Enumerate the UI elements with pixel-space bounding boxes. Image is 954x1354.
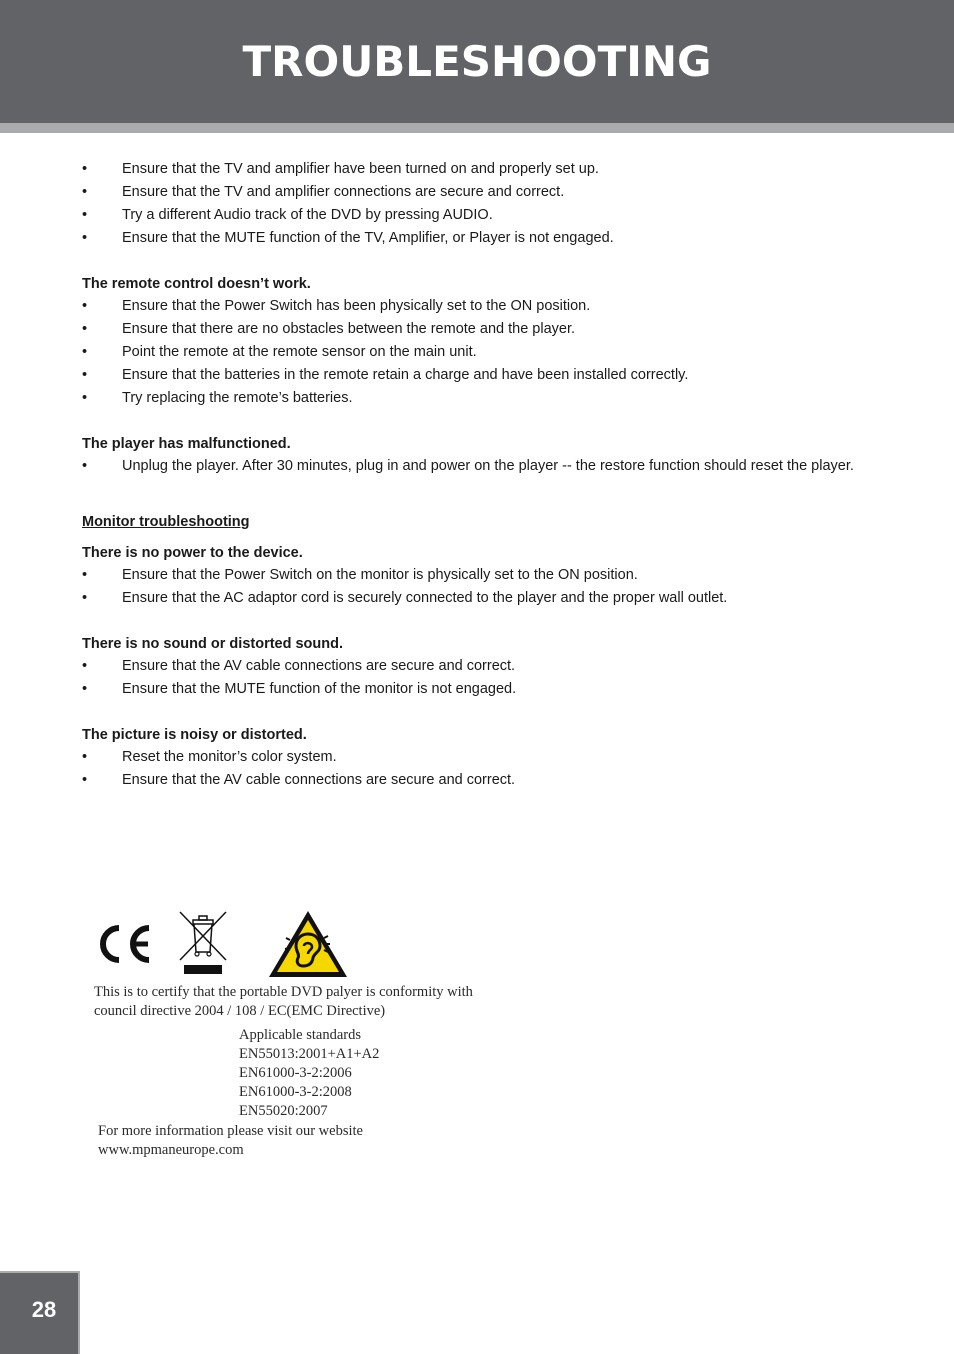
list-item: • Try replacing the remote’s batteries. — [82, 387, 882, 410]
bullet-glyph: • — [82, 390, 88, 406]
bullet-glyph: • — [82, 458, 88, 474]
section-picture — [82, 724, 882, 792]
section-heading: There is no power to the device. — [82, 545, 303, 561]
section-heading: The player has malfunctioned. — [82, 436, 291, 452]
monitor-heading: Monitor troubleshooting — [82, 514, 250, 530]
hearing-warning-icon — [266, 908, 350, 980]
section-heading: There is no sound or distorted sound. — [82, 636, 344, 652]
website-link: www.mpmaneurope.com — [98, 1142, 244, 1158]
list-item: • Ensure that the AV cable connections are secure and correct. — [82, 655, 882, 678]
section-remote — [82, 273, 882, 410]
more-info: For more information please visit our website www.mpmaneurope.com — [98, 1123, 363, 1158]
section-no-sound — [82, 633, 882, 701]
bullet-glyph: • — [82, 590, 88, 606]
standard-item: EN55020:2007 — [239, 1103, 328, 1119]
bullet-list — [82, 746, 882, 792]
list-item: • Unplug the player. After 30 minutes, plug in and power on the player -- the restore function should reset the player. — [82, 455, 882, 478]
crossed-bin-icon — [178, 910, 228, 976]
page-number: 28 — [31, 1297, 57, 1322]
bullet-list — [82, 295, 882, 410]
troubleshooting-content — [82, 158, 882, 792]
list-item: • Ensure that the Power Switch on the monitor is physically set to the ON position. — [82, 564, 882, 587]
bullet-glyph: • — [82, 681, 88, 697]
certification-logos — [94, 908, 594, 980]
list-item: • Ensure that the Power Switch has been physically set to the ON position. — [82, 295, 882, 318]
standard-item: EN55013:2001+A1+A2 — [239, 1046, 380, 1062]
list-item: • Ensure that the TV and amplifier connections are secure and correct. — [82, 181, 882, 204]
bullet-list — [82, 455, 882, 478]
bullet-glyph: • — [82, 344, 88, 360]
bullet-glyph: • — [82, 184, 88, 200]
bullet-list — [82, 564, 882, 610]
standards-title: Applicable standards — [239, 1027, 362, 1043]
bullet-glyph: • — [82, 298, 88, 314]
certification-statement: This is to certify that the portable DVD palyer is conformity with council directive 2004 / 108 / EC(EMC Directive) — [94, 984, 473, 1019]
list-item: • Ensure that there are no obstacles between the remote and the player. — [82, 318, 882, 341]
header-bar — [0, 0, 954, 123]
list-item: • Ensure that the TV and amplifier have been turned on and properly set up. — [82, 158, 882, 181]
bullet-glyph: • — [82, 321, 88, 337]
section-heading: The picture is noisy or distorted. — [82, 727, 307, 743]
standard-item: EN61000-3-2:2006 — [239, 1065, 352, 1081]
bullet-glyph: • — [82, 161, 88, 177]
applicable-standards — [239, 1026, 379, 1121]
page-number-box — [0, 1271, 80, 1354]
list-item: • Point the remote at the remote sensor on the main unit. — [82, 341, 882, 364]
bullet-glyph: • — [82, 749, 88, 765]
header-strip — [0, 123, 954, 133]
list-item: • Ensure that the AV cable connections are secure and correct. — [82, 769, 882, 792]
list-item: • Ensure that the AC adaptor cord is securely connected to the player and the proper wall outlet. — [82, 587, 882, 610]
bullet-glyph: • — [82, 207, 88, 223]
list-item: • Ensure that the MUTE function of the TV, Amplifier, or Player is not engaged. — [82, 227, 882, 250]
section-no-power — [82, 542, 882, 610]
bullet-glyph: • — [82, 230, 88, 246]
page-title: TROUBLESHOOTING — [242, 37, 712, 86]
bullet-list — [82, 655, 882, 701]
bullet-list — [82, 158, 882, 250]
ce-mark-icon — [94, 922, 154, 966]
list-item: • Reset the monitor’s color system. — [82, 746, 882, 769]
section-audio — [82, 158, 882, 250]
list-item: • Ensure that the MUTE function of the monitor is not engaged. — [82, 678, 882, 701]
section-heading: The remote control doesn’t work. — [82, 276, 311, 292]
bullet-glyph: • — [82, 658, 88, 674]
section-malfunction — [82, 433, 882, 478]
list-item: • Ensure that the batteries in the remote retain a charge and have been installed correctly. — [82, 364, 882, 387]
standard-item: EN61000-3-2:2008 — [239, 1084, 352, 1100]
list-item: • Try a different Audio track of the DVD by pressing AUDIO. — [82, 204, 882, 227]
bullet-glyph: • — [82, 772, 88, 788]
bullet-glyph: • — [82, 367, 88, 383]
bullet-glyph: • — [82, 567, 88, 583]
